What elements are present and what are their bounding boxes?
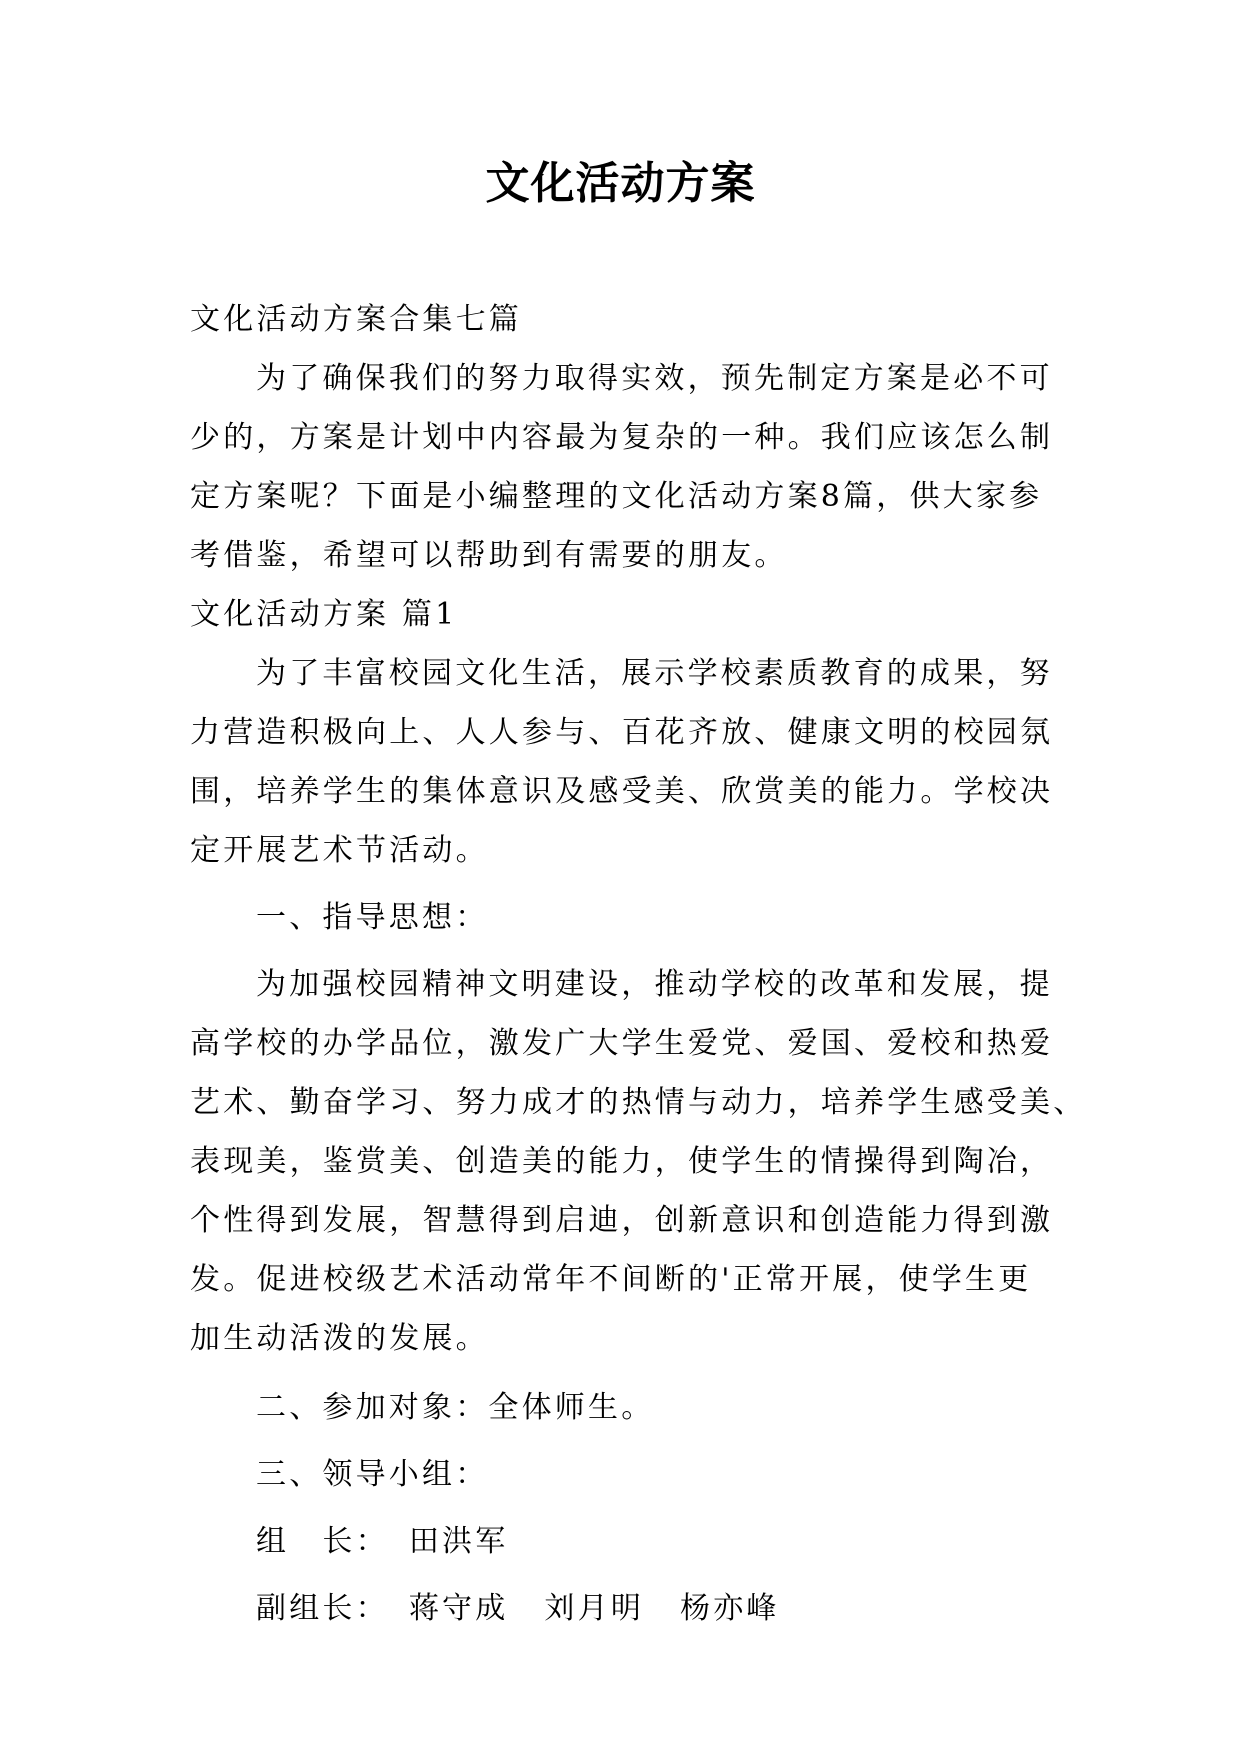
paragraph-line: 考借鉴，希望可以帮助到有需要的朋友。: [190, 538, 788, 573]
paragraph-line: 为加强校园精神文明建设，推动学校的改革和发展，提: [256, 967, 1053, 1002]
paragraph-line: 高学校的办学品位，激发广大学生爱党、爱国、爱校和热爱: [190, 1026, 1054, 1061]
paragraph-line: 加生动活泼的发展。: [190, 1321, 489, 1356]
section1-paragraph: [190, 644, 1056, 880]
guiding-heading: 一、指导思想：: [256, 900, 489, 935]
paragraph-line: 围，培养学生的集体意识及感受美、欣赏美的能力。学校决: [190, 774, 1054, 809]
paragraph-line: 定开展艺术节活动。: [190, 833, 489, 868]
paragraph-line: 发。促进校级艺术活动常年不间断的'正常开展，使学生更: [190, 1262, 1032, 1297]
leader-label: 组 长：: [256, 1524, 389, 1559]
vice-leader-row: [190, 1579, 1056, 1638]
paragraph-line: 表现美，鉴赏美、创造美的能力，使学生的情操得到陶冶，: [190, 1144, 1054, 1179]
paragraph-line: 个性得到发展，智慧得到启迪，创新意识和创造能力得到激: [190, 1203, 1054, 1238]
paragraph-line: 为了确保我们的努力取得实效，预先制定方案是必不可: [256, 361, 1053, 396]
guiding-paragraph: [190, 955, 1087, 1368]
section-heading: 文化活动方案 篇1: [190, 597, 458, 632]
intro-paragraph: [190, 349, 1056, 585]
paragraph-line: 定方案呢？下面是小编整理的文化活动方案8篇，供大家参: [190, 479, 1043, 514]
paragraph-line: 力营造积极向上、人人参与、百花齐放、健康文明的校园氛: [190, 715, 1054, 750]
document-title: 文化活动方案: [485, 158, 756, 209]
leader-row: [190, 1512, 1056, 1571]
paragraph-line: 少的，方案是计划中内容最为复杂的一种。我们应该怎么制: [190, 420, 1054, 455]
vice-leader-name: 蒋守成: [408, 1591, 509, 1626]
paragraph-line: 艺术、勤奋学习、努力成才的热情与动力，培养学生感受美、: [190, 1085, 1087, 1120]
vice-leader-name: 杨亦峰: [680, 1591, 780, 1626]
participants-line: 二、参加对象：全体师生。: [256, 1390, 655, 1425]
document-subtitle: 文化活动方案合集七篇: [190, 302, 522, 337]
leadership-heading: 三、领导小组：: [256, 1457, 489, 1492]
vice-leader-name: 刘月明: [544, 1591, 645, 1626]
vice-leader-label: 副组长：: [256, 1591, 389, 1626]
leader-name: 田洪军: [408, 1524, 509, 1559]
document-body: [190, 290, 1087, 1638]
paragraph-line: 为了丰富校园文化生活，展示学校素质教育的成果，努: [256, 656, 1053, 691]
